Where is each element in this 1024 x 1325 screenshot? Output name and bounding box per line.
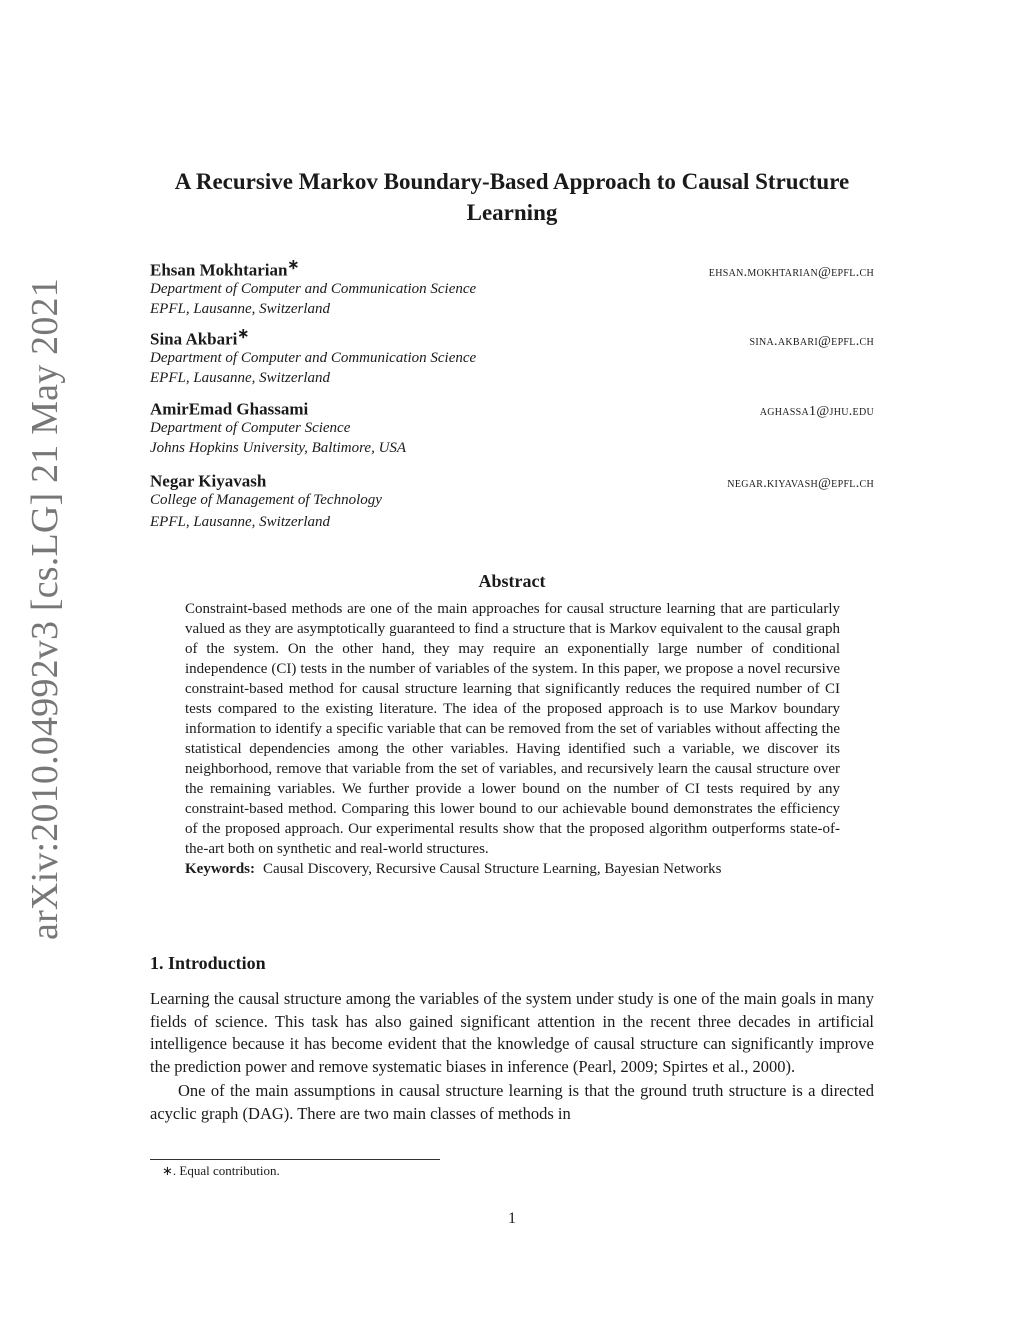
author-affiliation: Department of Computer Science — [150, 420, 351, 436]
keywords-label: Keywords: — [185, 861, 255, 877]
arxiv-side-stamp: arXiv:2010.04992v3 [cs.LG] 21 May 2021 — [24, 278, 66, 940]
author-affiliation: Department of Computer and Communication Science — [150, 350, 477, 366]
author-block — [150, 257, 874, 319]
paragraph: Learning the causal structure among the variables of the system under study is one of the main goals in many fields of science. This task has also gained significant attention in the recent three decades in artificial intelligence because it has become evident that the knowledge of causal structure can significantly improve the prediction power and remove systematic biases in inference (Pearl, 2009; Spirtes et al., 2000). — [150, 989, 874, 1076]
section-heading-introduction: 1. Introduction — [150, 953, 266, 973]
author-location: EPFL, Lausanne, Switzerland — [150, 370, 331, 386]
author-location: Johns Hopkins University, Baltimore, USA — [150, 440, 407, 456]
footnote: ∗. Equal contribution. — [162, 1163, 280, 1178]
author-block — [150, 396, 874, 458]
abstract-text: Constraint-based methods are one of the main approaches for causal structure learning that are particularly valued as they are asymptotically guaranteed to find a structure that is Markov equivalent to the causal graph of the system. On the other hand, they may require an exponentially large number of conditional independence (CI) tests in the number of variables of the system. In this paper, we propose a novel recursive constraint-based method for causal structure learning that significantly reduces the required number of CI tests compared to the existing literature. The idea of the proposed approach is to use Markov boundary information to identify a specific variable that can be removed from the set of variables without affecting the statistical dependencies among the other variables. Having identified such a variable, we discover its neighborhood, remove that variable from the set of variables, and recursively learn the causal structure over the remaining variables. We further provide a lower bound on the number of CI tests required by any constraint-based method. Comparing this lower bound to our achievable bound demonstrates the efficiency of the proposed approach. Our experimental results show that the proposed algorithm outperforms state-of-the-art both on synthetic and real-world structures. — [185, 601, 840, 857]
keywords-text: Causal Discovery, Recursive Causal Structure Learning, Bayesian Networks — [263, 861, 722, 877]
author-email[interactable]: sina.akbari@epfl.ch — [749, 333, 874, 349]
author-location: EPFL, Lausanne, Switzerland — [150, 514, 331, 530]
paragraph: One of the main assumptions in causal structure learning is that the ground truth structure is a directed acyclic graph (DAG). There are two main classes of methods in — [150, 1081, 874, 1123]
abstract-body — [185, 599, 840, 879]
author-block — [150, 468, 874, 532]
author-name: Negar Kiyavash — [150, 471, 267, 491]
introduction-body — [150, 988, 874, 1125]
author-name: Ehsan Mokhtarian∗ — [150, 257, 300, 280]
author-name: Sina Akbari∗ — [150, 326, 250, 349]
author-email[interactable]: ehsan.mokhtarian@epfl.ch — [708, 264, 874, 280]
author-email[interactable]: negar.kiyavash@epfl.ch — [727, 475, 874, 491]
keywords-line — [185, 859, 840, 879]
footnote-rule — [150, 1159, 440, 1160]
paper-title: A Recursive Markov Boundary-Based Approach to Causal Structure Learning — [174, 169, 850, 225]
page-number: 1 — [508, 1210, 516, 1227]
author-affiliation: Department of Computer and Communication Science — [150, 281, 477, 297]
abstract-heading: Abstract — [478, 571, 546, 591]
author-affiliation: College of Management of Technology — [150, 492, 382, 508]
author-name: AmirEmad Ghassami — [150, 399, 309, 419]
author-email[interactable]: aghassa1@jhu.edu — [759, 403, 874, 419]
author-block — [150, 326, 874, 388]
author-location: EPFL, Lausanne, Switzerland — [150, 301, 331, 317]
